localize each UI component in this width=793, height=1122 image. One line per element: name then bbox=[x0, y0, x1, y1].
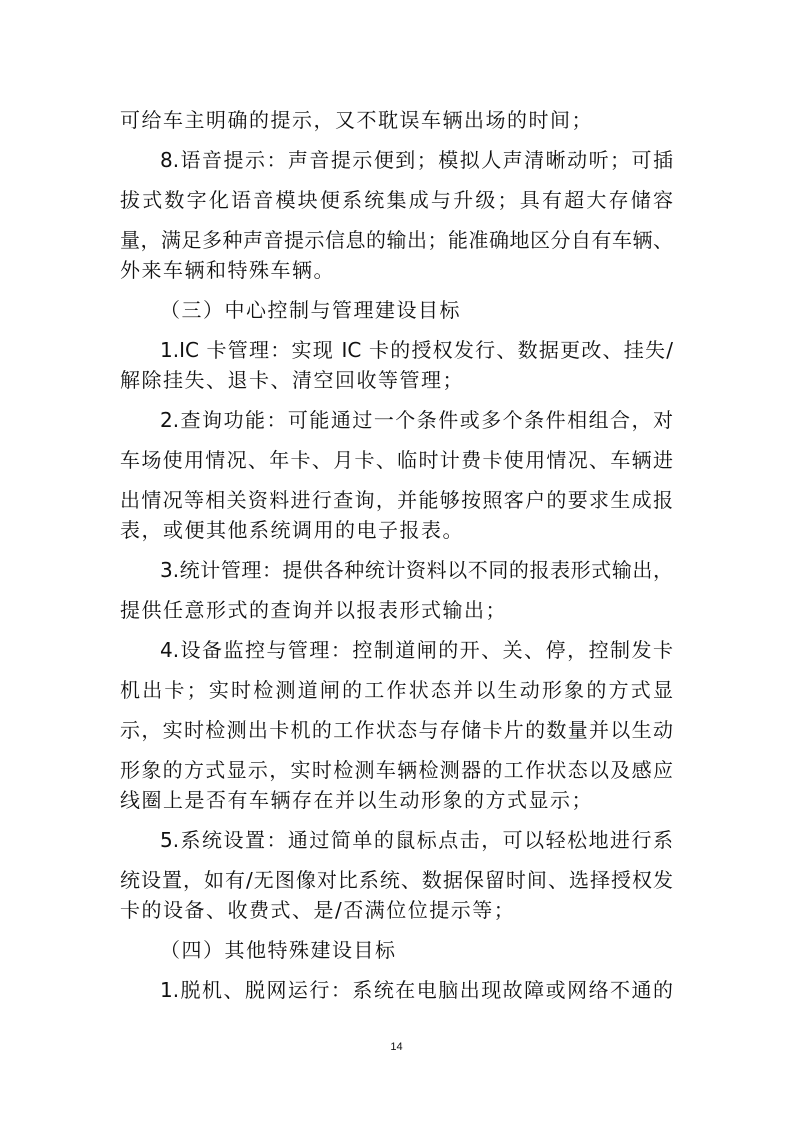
section-heading: （四）其他特殊建设目标 bbox=[160, 938, 397, 962]
text-line: 1.IC 卡管理：实现 IC 卡的授权发行、数据更改、挂失/ bbox=[160, 338, 673, 362]
text-line: 示，实时检测出卡机的工作状态与存储卡片的数量并以生动 bbox=[120, 718, 673, 742]
text-line: 4.设备监控与管理：控制道闸的开、关、停，控制发卡 bbox=[160, 638, 673, 662]
text-line: 量，满足多种声音提示信息的输出；能准确地区分自有车辆、 bbox=[120, 228, 673, 252]
text-line: 1.脱机、脱网运行：系统在电脑出现故障或网络不通的 bbox=[160, 978, 673, 1002]
text-line: 机出卡；实时检测道闸的工作状态并以生动形象的方式显 bbox=[120, 678, 673, 702]
text-line: 卡的设备、收费式、是/否满位位提示等； bbox=[120, 898, 516, 922]
section-heading: （三）中心控制与管理建设目标 bbox=[160, 298, 461, 322]
text-line: 统设置，如有/无图像对比系统、数据保留时间、选择授权发 bbox=[120, 868, 673, 892]
text-line: 解除挂失、退卡、清空回收等管理； bbox=[120, 368, 464, 392]
text-line: 车场使用情况、年卡、月卡、临时计费卡使用情况、车辆进 bbox=[120, 448, 673, 472]
text-line: 线圈上是否有车辆存在并以生动形象的方式显示； bbox=[120, 788, 593, 812]
text-line: 拔式数字化语音模块便系统集成与升级；具有超大存储容 bbox=[120, 188, 673, 212]
text-line: 3.统计管理：提供各种统计资料以不同的报表形式输出， bbox=[160, 558, 673, 582]
text-line: 提供任意形式的查询并以报表形式输出； bbox=[120, 598, 507, 622]
text-line: 形象的方式显示，实时检测车辆检测器的工作状态以及感应 bbox=[120, 758, 673, 782]
page-number: 14 bbox=[390, 1041, 403, 1053]
text-line: 8.语音提示：声音提示便到；模拟人声清晰动听；可插 bbox=[160, 148, 673, 172]
text-line: 2.查询功能：可能通过一个条件或多个条件相组合，对 bbox=[160, 408, 673, 432]
text-line: 5.系统设置：通过简单的鼠标点击，可以轻松地进行系 bbox=[160, 828, 673, 852]
text-line: 出情况等相关资料进行查询，并能够按照客户的要求生成报 bbox=[120, 488, 673, 512]
text-line: 外来车辆和特殊车辆。 bbox=[120, 258, 335, 282]
text-line: 可给车主明确的提示，又不耽误车辆出场的时间； bbox=[120, 108, 593, 132]
text-line: 表，或便其他系统调用的电子报表。 bbox=[120, 518, 464, 542]
